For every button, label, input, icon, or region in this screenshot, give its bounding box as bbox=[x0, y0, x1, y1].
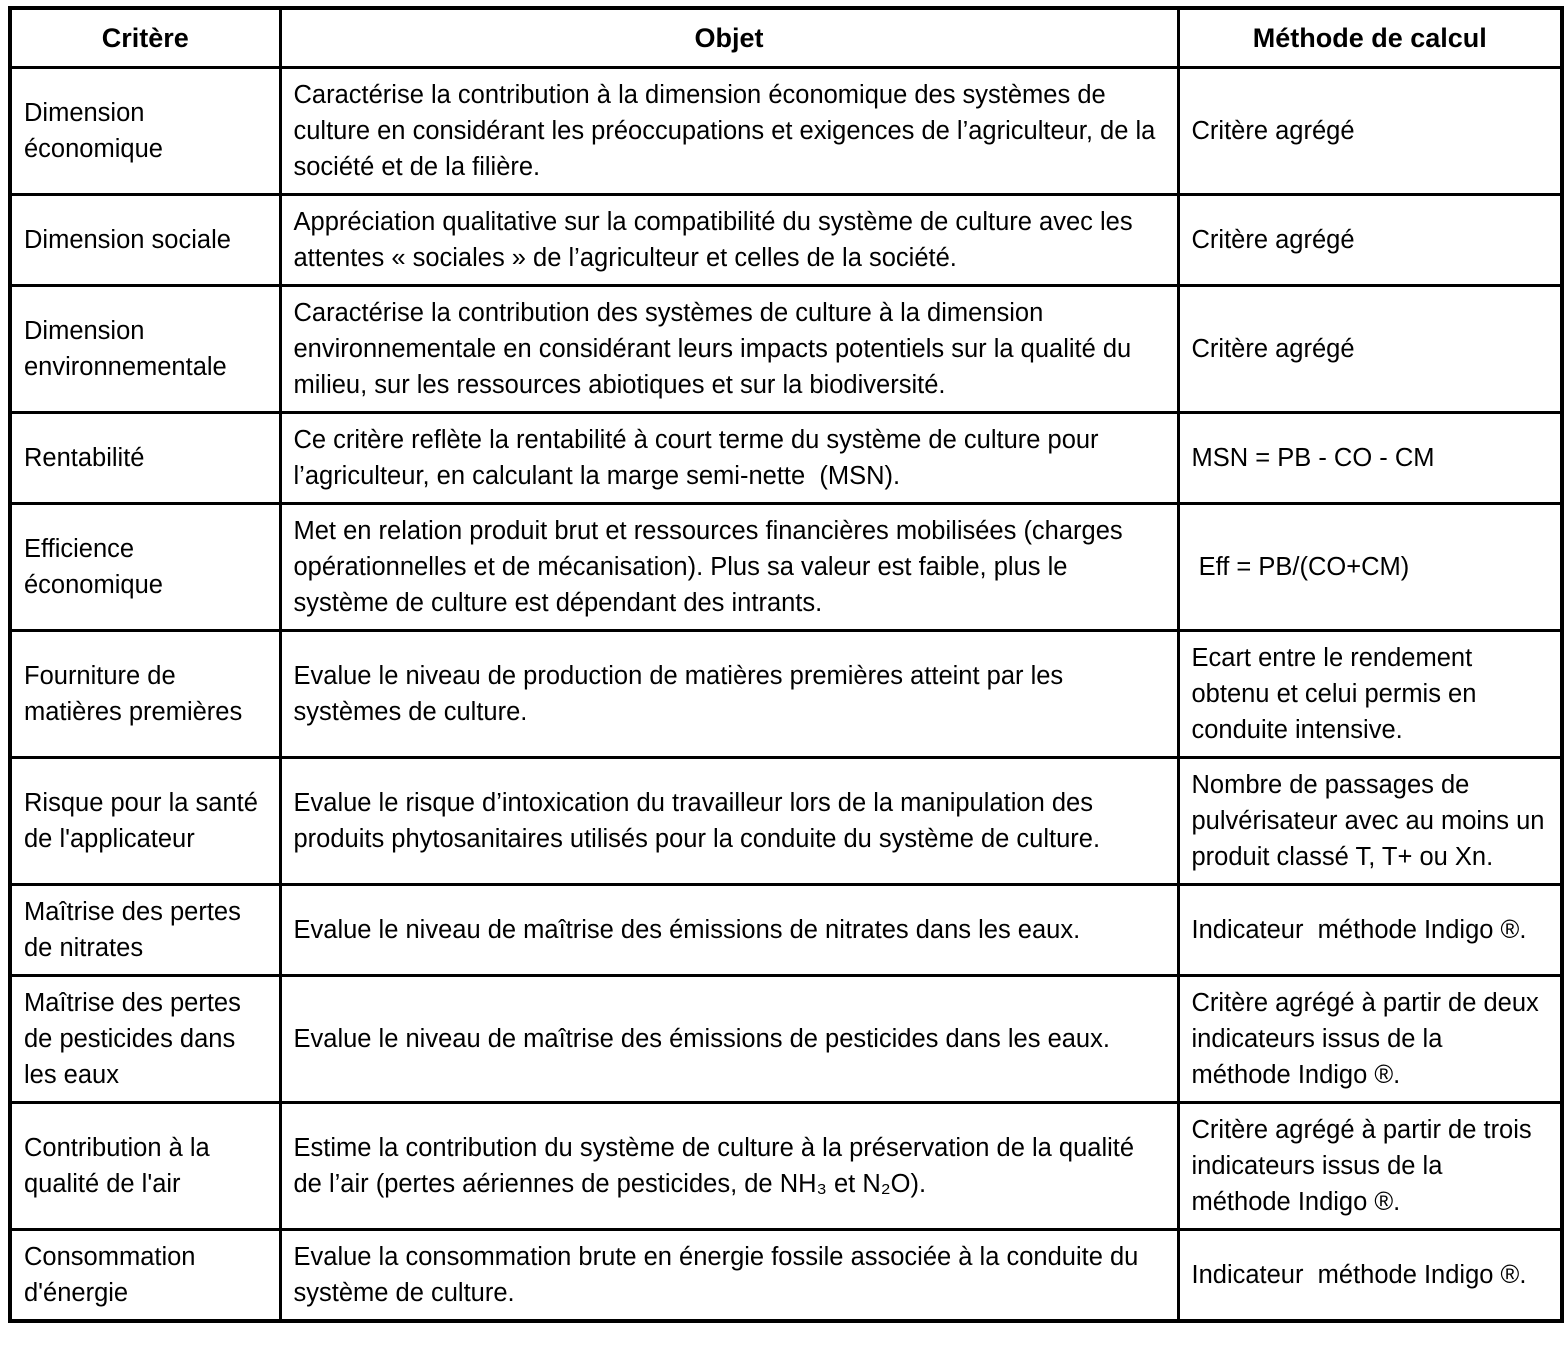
cell-methode: MSN = PB - CO - CM bbox=[1178, 413, 1562, 504]
table-row bbox=[10, 286, 1562, 413]
cell-critere: Risque pour la santé de l'applicateur bbox=[10, 758, 280, 885]
cell-critere: Rentabilité bbox=[10, 413, 280, 504]
cell-objet: Met en relation produit brut et ressources financières mobilisées (charges opérationnelles et de mécanisation). Plus sa valeur est faible, plus le système de culture est dépendant des intrants. bbox=[280, 504, 1178, 631]
header-row bbox=[10, 8, 1562, 68]
cell-critere: Fourniture de matières premières bbox=[10, 631, 280, 758]
cell-methode: Critère agrégé à partir de trois indicateurs issus de la méthode Indigo ®. bbox=[1178, 1103, 1562, 1230]
table-row bbox=[10, 976, 1562, 1103]
cell-objet: Evalue le risque d’intoxication du travailleur lors de la manipulation des produits phytosanitaires utilisés pour la conduite du système de culture. bbox=[280, 758, 1178, 885]
cell-objet: Ce critère reflète la rentabilité à court terme du système de culture pour l’agriculteur, en calculant la marge semi-nette (MSN). bbox=[280, 413, 1178, 504]
table-row bbox=[10, 1103, 1562, 1230]
cell-objet: Evalue le niveau de maîtrise des émissions de nitrates dans les eaux. bbox=[280, 885, 1178, 976]
cell-objet: Evalue la consommation brute en énergie fossile associée à la conduite du système de culture. bbox=[280, 1230, 1178, 1322]
cell-critere: Maîtrise des pertes de nitrates bbox=[10, 885, 280, 976]
table-row bbox=[10, 195, 1562, 286]
table-row bbox=[10, 1230, 1562, 1322]
cell-methode: Critère agrégé bbox=[1178, 195, 1562, 286]
table-row bbox=[10, 413, 1562, 504]
cell-methode: Indicateur méthode Indigo ®. bbox=[1178, 1230, 1562, 1322]
cell-methode: Nombre de passages de pulvérisateur avec au moins un produit classé T, T+ ou Xn. bbox=[1178, 758, 1562, 885]
cell-objet: Appréciation qualitative sur la compatibilité du système de culture avec les attentes « sociales » de l’agriculteur et celles de la société. bbox=[280, 195, 1178, 286]
cell-critere: Dimension sociale bbox=[10, 195, 280, 286]
table-row bbox=[10, 504, 1562, 631]
table-row bbox=[10, 885, 1562, 976]
cell-objet: Evalue le niveau de maîtrise des émissions de pesticides dans les eaux. bbox=[280, 976, 1178, 1103]
cell-methode: Ecart entre le rendement obtenu et celui permis en conduite intensive. bbox=[1178, 631, 1562, 758]
cell-critere: Maîtrise des pertes de pesticides dans les eaux bbox=[10, 976, 280, 1103]
cell-methode: Indicateur méthode Indigo ®. bbox=[1178, 885, 1562, 976]
cell-objet: Caractérise la contribution des systèmes de culture à la dimension environnementale en considérant leurs impacts potentiels sur la qualité du milieu, sur les ressources abiotiques et sur la biodiversité. bbox=[280, 286, 1178, 413]
column-header-critere: Critère bbox=[10, 8, 280, 68]
column-header-objet: Objet bbox=[280, 8, 1178, 68]
table-row bbox=[10, 758, 1562, 885]
cell-critere: Efficience économique bbox=[10, 504, 280, 631]
cell-objet: Evalue le niveau de production de matières premières atteint par les systèmes de culture. bbox=[280, 631, 1178, 758]
cell-critere: Consommation d'énergie bbox=[10, 1230, 280, 1322]
table-row bbox=[10, 68, 1562, 195]
cell-methode: Critère agrégé bbox=[1178, 286, 1562, 413]
criteria-table bbox=[8, 6, 1564, 1323]
cell-critere: Dimension économique bbox=[10, 68, 280, 195]
cell-critere: Contribution à la qualité de l'air bbox=[10, 1103, 280, 1230]
cell-critere: Dimension environnementale bbox=[10, 286, 280, 413]
cell-methode: Critère agrégé bbox=[1178, 68, 1562, 195]
cell-methode: Critère agrégé à partir de deux indicateurs issus de la méthode Indigo ®. bbox=[1178, 976, 1562, 1103]
cell-methode: Eff = PB/(CO+CM) bbox=[1178, 504, 1562, 631]
column-header-methode: Méthode de calcul bbox=[1178, 8, 1562, 68]
table-row bbox=[10, 631, 1562, 758]
cell-objet: Caractérise la contribution à la dimension économique des systèmes de culture en considérant les préoccupations et exigences de l’agriculteur, de la société et de la filière. bbox=[280, 68, 1178, 195]
cell-objet: Estime la contribution du système de culture à la préservation de la qualité de l’air (pertes aériennes de pesticides, de NH₃ et N₂O). bbox=[280, 1103, 1178, 1230]
